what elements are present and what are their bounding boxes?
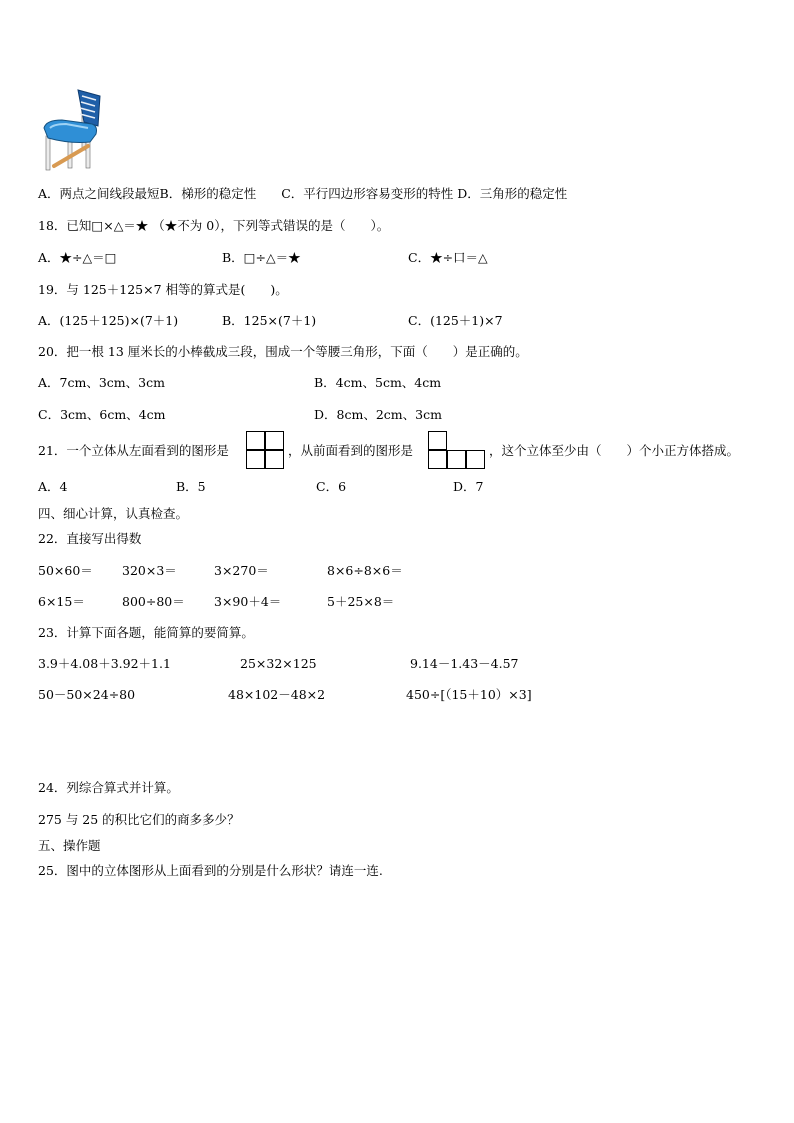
question-20-stem: 20．把一根 13 厘米长的小棒截成三段，围成一个等腰三角形，下面（ ）是正确的。	[38, 344, 528, 359]
section-4-heading: 四、细心计算，认真检查。	[38, 506, 189, 521]
question-21-text-part3: ，这个立体至少由（ ）个小正方体搭成。	[489, 443, 740, 458]
q22-item: 50×60＝	[38, 563, 93, 578]
q22-item: 5＋25×8＝	[327, 594, 395, 609]
left-view-figure	[246, 431, 286, 471]
question-19-option-c[interactable]: C．(125＋1)×7	[408, 313, 503, 328]
question-19-option-b[interactable]: B．125×(7＋1)	[222, 313, 317, 328]
question-24-stem: 24．列综合算式并计算。	[38, 780, 179, 795]
question-21-option-b[interactable]: B．5	[176, 479, 206, 494]
question-24-text: 275 与 25 的积比它们的商多多少？	[38, 812, 240, 827]
front-view-cell	[466, 450, 485, 469]
section-5-heading: 五、操作题	[38, 838, 101, 853]
left-view-cell	[265, 450, 284, 469]
q22-item: 320×3＝	[122, 563, 177, 578]
question-22-stem: 22．直接写出得数	[38, 531, 142, 546]
front-view-cell	[428, 431, 447, 450]
q23-item: 48×102－48×2	[228, 687, 326, 702]
q22-item: 3×90＋4＝	[214, 594, 282, 609]
q23-item: 450÷[（15＋10）×3]	[406, 687, 532, 702]
q22-item: 6×15＝	[38, 594, 85, 609]
left-view-cell	[246, 431, 265, 450]
question-21-option-c[interactable]: C．6	[316, 479, 347, 494]
front-view-cell	[428, 450, 447, 469]
q22-item: 800÷80＝	[122, 594, 185, 609]
question-21-option-d[interactable]: D．7	[453, 479, 484, 494]
q23-item: 3.9＋4.08＋3.92＋1.1	[38, 656, 171, 671]
q22-item: 3×270＝	[214, 563, 269, 578]
question-18-stem: 18．已知□×△＝★ （★不为 0），下列等式错误的是（ ）。	[38, 218, 390, 233]
chair-illustration	[40, 86, 104, 172]
question-25-stem: 25．图中的立体图形从上面看到的分别是什么形状？请连一连.	[38, 863, 383, 878]
question-21-text-part1: 21．一个立体从左面看到的图形是	[38, 443, 229, 458]
question-21-option-a[interactable]: A．4	[38, 479, 68, 494]
q23-item: 50－50×24÷80	[38, 687, 136, 702]
q22-item: 8×6÷8×6＝	[327, 563, 403, 578]
q23-item: 25×32×125	[240, 656, 317, 671]
question-18-option-a[interactable]: A．★÷△＝□	[38, 250, 117, 265]
question-20-option-a[interactable]: A．7cm、3cm、3cm	[38, 375, 165, 390]
q23-item: 9.14－1.43－4.57	[410, 656, 519, 671]
question-18-option-c[interactable]: C．★÷口＝△	[408, 250, 488, 265]
question-20-option-c[interactable]: C．3cm、6cm、4cm	[38, 407, 166, 422]
question-20-option-d[interactable]: D．8cm、2cm、3cm	[314, 407, 442, 422]
left-view-cell	[265, 431, 284, 450]
question-17-options: A．两点之间线段最短B．梯形的稳定性 C．平行四边形容易变形的特性 D．三角形的稳定性	[38, 186, 568, 201]
question-19-stem: 19．与 125＋125×7 相等的算式是( )。	[38, 282, 288, 297]
question-19-option-a[interactable]: A．(125＋125)×(7＋1)	[38, 313, 179, 328]
left-view-cell	[246, 450, 265, 469]
front-view-cell	[447, 450, 466, 469]
question-20-option-b[interactable]: B．4cm、5cm、4cm	[314, 375, 442, 390]
front-view-figure	[428, 431, 488, 471]
question-23-stem: 23．计算下面各题，能简算的要简算。	[38, 625, 254, 640]
question-18-option-b[interactable]: B．□÷△＝★	[222, 250, 301, 265]
question-21-text-part2: ，从前面看到的图形是	[288, 443, 414, 458]
